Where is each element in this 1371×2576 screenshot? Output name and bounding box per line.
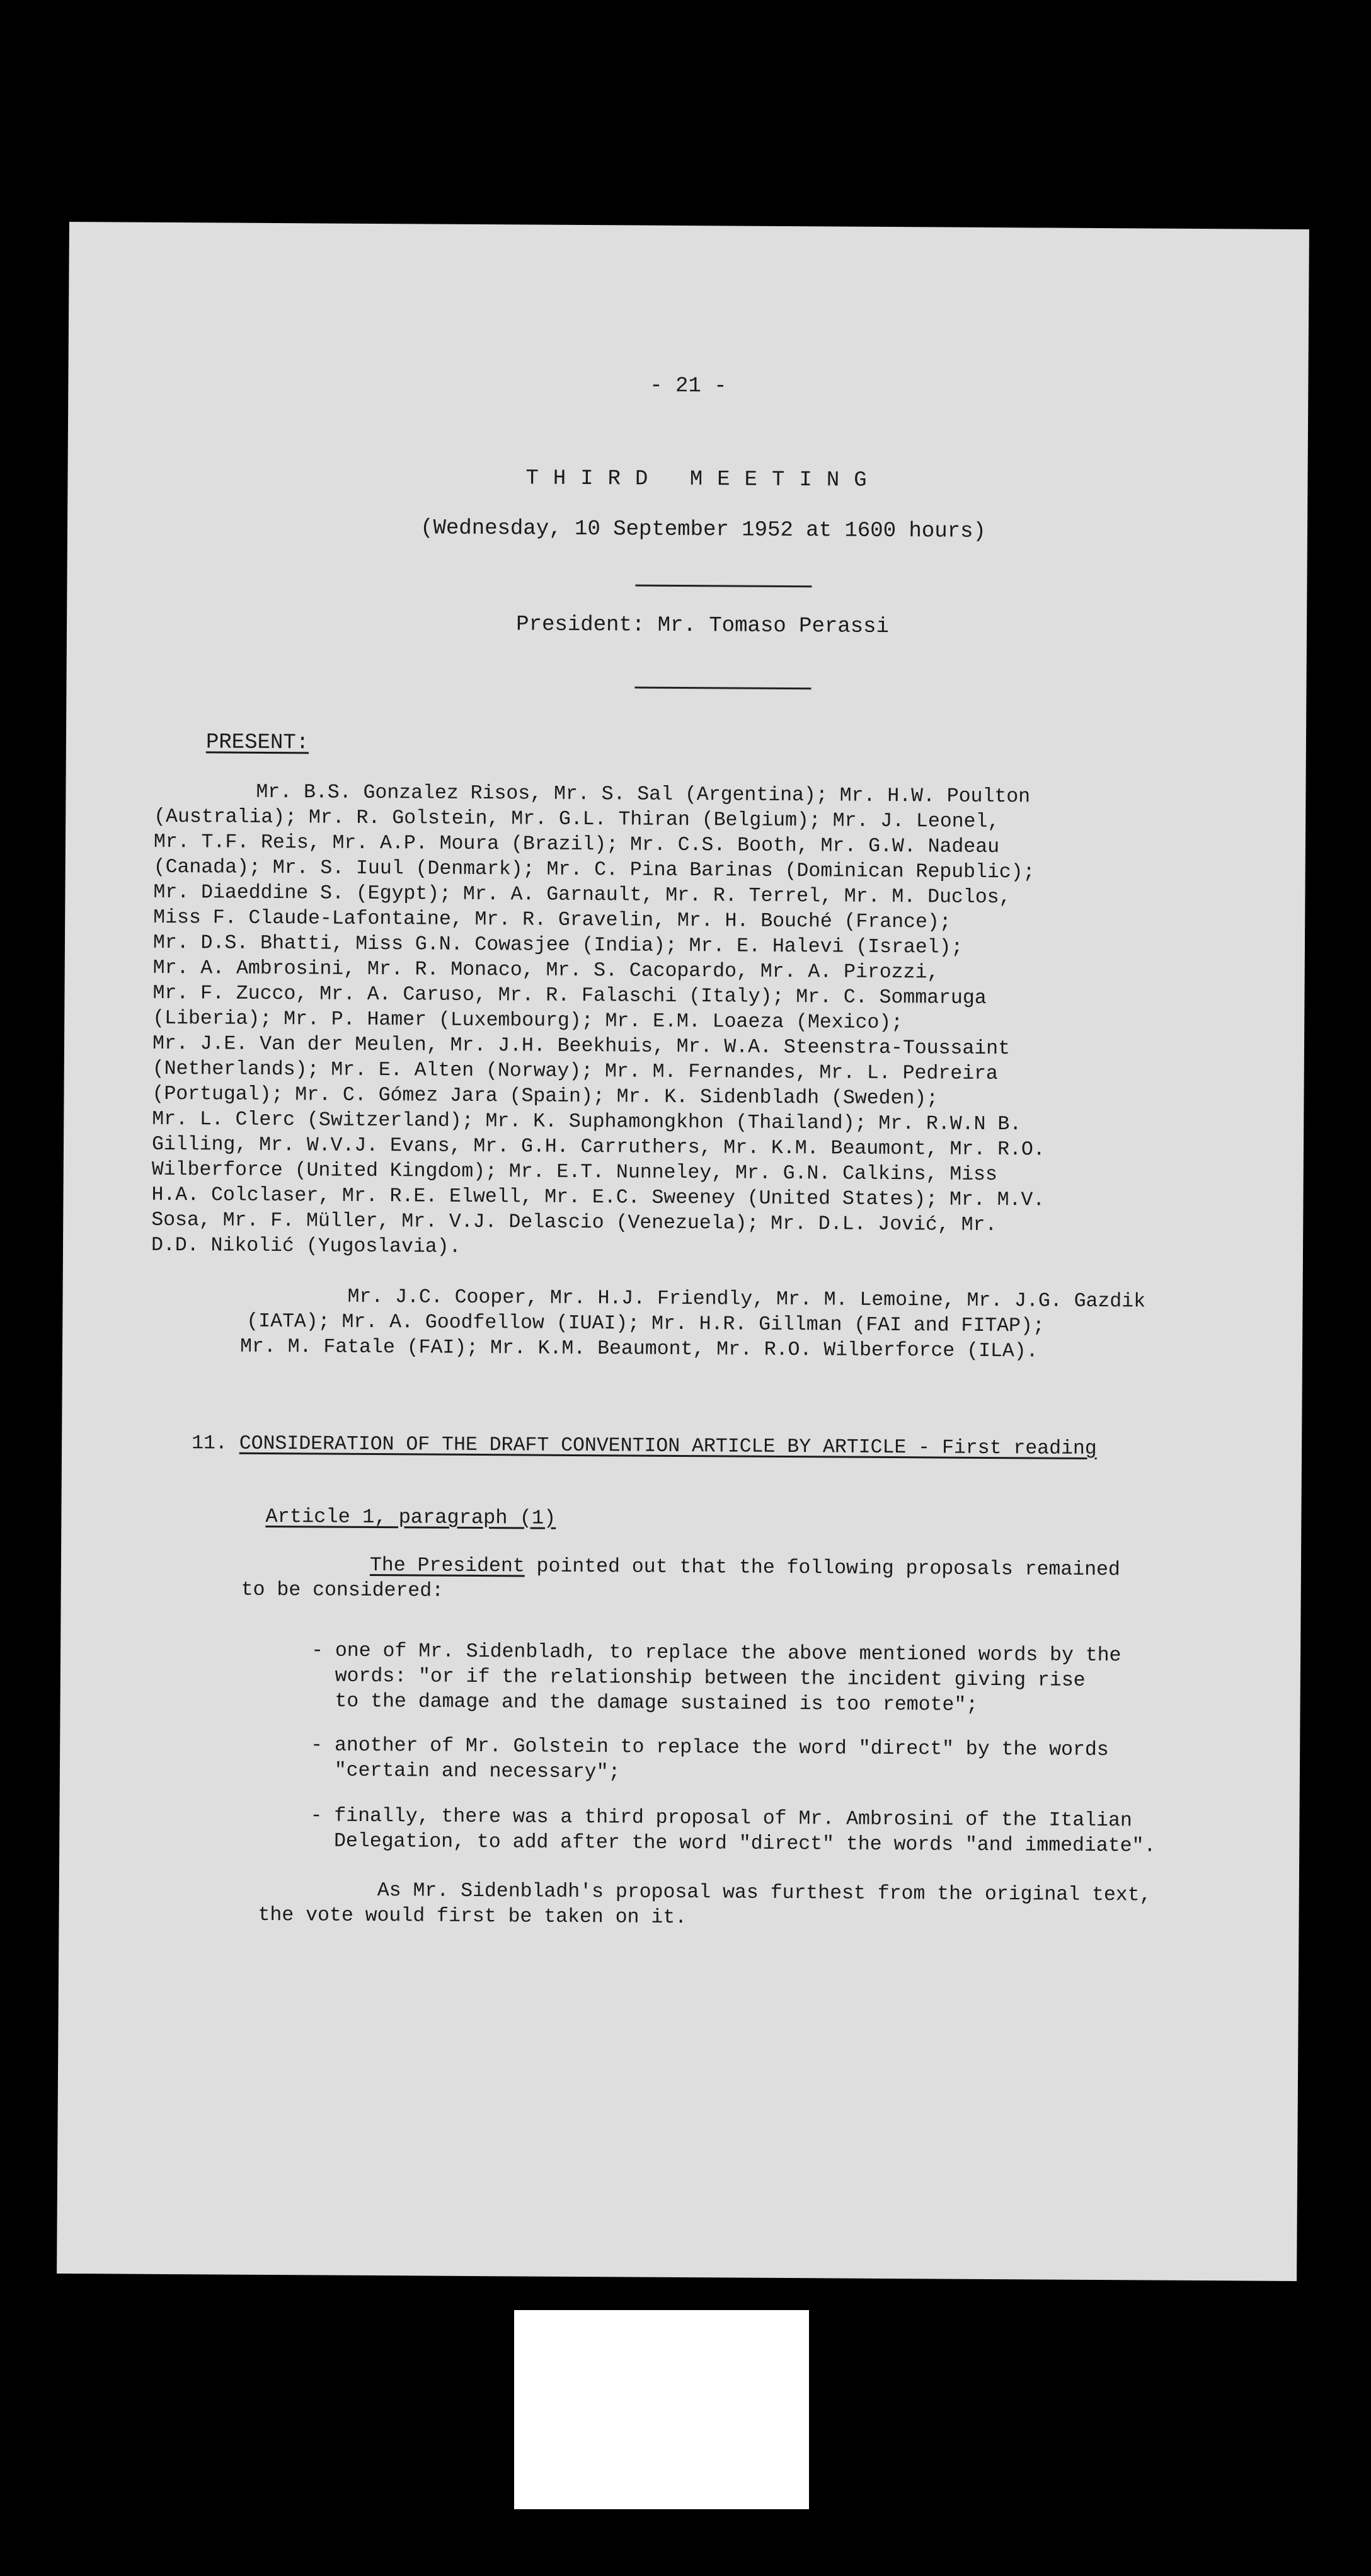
president-label: President: <box>516 612 645 638</box>
proposal-item <box>311 1638 1121 1719</box>
present-line: (Canada); Mr. S. Iuul (Denmark); Mr. C. Pina Barinas (Dominican Republic); <box>153 856 1035 884</box>
proposal-item <box>310 1803 1156 1859</box>
proposal-line: to the damage and the damage sustained is too remote"; <box>311 1690 978 1716</box>
proposal-line: - another of Mr. Golstein to replace the word "direct" by the words <box>311 1734 1109 1762</box>
present-list <box>151 780 1047 1264</box>
intro-paragraph <box>241 1553 1120 1608</box>
section-title: CONSIDERATION OF THE DRAFT CONVENTION ARTICLE BY ARTICLE - First reading <box>239 1432 1097 1461</box>
proposal-line: - finally, there was a third proposal of Mr. Ambrosini of the Italian <box>310 1805 1132 1832</box>
page-number: - 21 - <box>650 374 727 399</box>
closing-line: As Mr. Sidenbladh's proposal was furthest from the original text, <box>258 1878 1152 1907</box>
present-line: Mr. T.F. Reis, Mr. A.P. Moura (Brazil); Mr. C.S. Booth, Mr. G.W. Nadeau <box>153 831 1000 859</box>
present-line: Mr. A. Ambrosini, Mr. R. Monaco, Mr. S. Cacopardo, Mr. A. Pirozzi, <box>152 957 939 984</box>
white-card <box>514 2310 809 2509</box>
intro-rest: pointed out that the following proposals remained <box>524 1555 1120 1582</box>
present-line: (Portugal); Mr. C. Gómez Jara (Spain); Mr. K. Sidenbladh (Sweden); <box>152 1083 939 1110</box>
section-number: 11. <box>192 1432 227 1455</box>
present-line: Miss F. Claude-Lafontaine, Mr. R. Gravelin, Mr. H. Bouché (France); <box>153 906 951 934</box>
present-line: Wilberforce (United Kingdom); Mr. E.T. Nunneley, Mr. G.N. Calkins, Miss <box>151 1158 997 1187</box>
organizations-list <box>239 1284 1146 1366</box>
present-line: Mr. B.S. Gonzalez Risos, Mr. S. Sal (Argentina); Mr. H.W. Poulton <box>256 781 1031 808</box>
present-line: Mr. D.S. Bhatti, Miss G.N. Cowasjee (India); Mr. E. Halevi (Israel); <box>152 931 963 959</box>
present-line: (Australia); Mr. R. Golstein, Mr. G.L. Thiran (Belgium); Mr. J. Leonel, <box>154 805 1000 834</box>
present-line: Mr. F. Zucco, Mr. A. Caruso, Mr. R. Falaschi (Italy); Mr. C. Sommaruga <box>152 982 987 1009</box>
present-heading: PRESENT: <box>205 730 309 756</box>
document-page <box>57 222 1309 2281</box>
meeting-date: (Wednesday, 10 September 1952 at 1600 hours) <box>420 516 986 544</box>
president-line <box>67 610 1307 641</box>
closing-line: the vote would first be taken on it. <box>258 1904 687 1929</box>
proposal-line: Delegation, to add after the word "direct" the words "and immediate". <box>310 1830 1156 1858</box>
present-line: Gilling, Mr. W.V.J. Evans, Mr. G.H. Carruthers, Mr. K.M. Beaumont, Mr. R.O. <box>151 1133 1045 1161</box>
divider-bottom <box>634 687 811 690</box>
proposal-line: words: "or if the relationship between the incident giving rise <box>311 1665 1086 1692</box>
present-line: H.A. Colclaser, Mr. R.E. Elwell, Mr. E.C. Sweeney (United States); Mr. M.V. <box>151 1183 1045 1212</box>
intro-line <box>370 1553 1120 1583</box>
present-line: (Netherlands); Mr. E. Alten (Norway); Mr. M. Fernandes, Mr. L. Pedreira <box>152 1057 998 1086</box>
intro-line: to be considered: <box>241 1578 444 1602</box>
proposal-line: "certain and necessary"; <box>310 1759 621 1784</box>
article-heading: Article 1, paragraph (1) <box>265 1504 556 1530</box>
present-line: Mr. L. Clerc (Switzerland); Mr. K. Suphamongkhon (Thailand); Mr. R.W.N B. <box>152 1108 1022 1136</box>
divider-top <box>635 585 812 588</box>
proposal-item <box>311 1733 1109 1788</box>
intro-speaker: The President <box>369 1554 525 1578</box>
closing-paragraph <box>258 1878 1151 1934</box>
organizations-line: Mr. M. Fatale (FAI); Mr. K.M. Beaumont, Mr. R.O. Wilberforce (ILA). <box>239 1335 1038 1363</box>
present-line: Sosa, Mr. F. Müller, Mr. V.J. Delascio (Venezuela); Mr. D.L. Jović, Mr. <box>151 1209 997 1237</box>
organizations-line: (IATA); Mr. A. Goodfellow (IUAI); Mr. H.R. Gillman (FAI and FITAP); <box>246 1310 1045 1338</box>
organizations-line: Mr. J.C. Cooper, Mr. H.J. Friendly, Mr. M. Lemoine, Mr. J.G. Gazdik <box>347 1285 1146 1313</box>
proposal-line: - one of Mr. Sidenbladh, to replace the above mentioned words by the <box>311 1640 1121 1667</box>
meeting-title: THIRD MEETING <box>525 466 881 493</box>
section-heading <box>192 1432 1097 1460</box>
present-line: D.D. Nikolić (Yugoslavia). <box>151 1234 461 1258</box>
president-name: Mr. Tomaso Perassi <box>657 613 890 639</box>
present-line: (Liberia); Mr. P. Hamer (Luxembourg); Mr. E.M. Loaeza (Mexico); <box>152 1007 903 1035</box>
present-line: Mr. Diaeddine S. (Egypt); Mr. A. Garnault, Mr. R. Terrel, Mr. M. Duclos, <box>153 881 1011 909</box>
present-line: Mr. J.E. Van der Meulen, Mr. J.H. Beekhuis, Mr. W.A. Steenstra-Toussaint <box>152 1032 1011 1061</box>
